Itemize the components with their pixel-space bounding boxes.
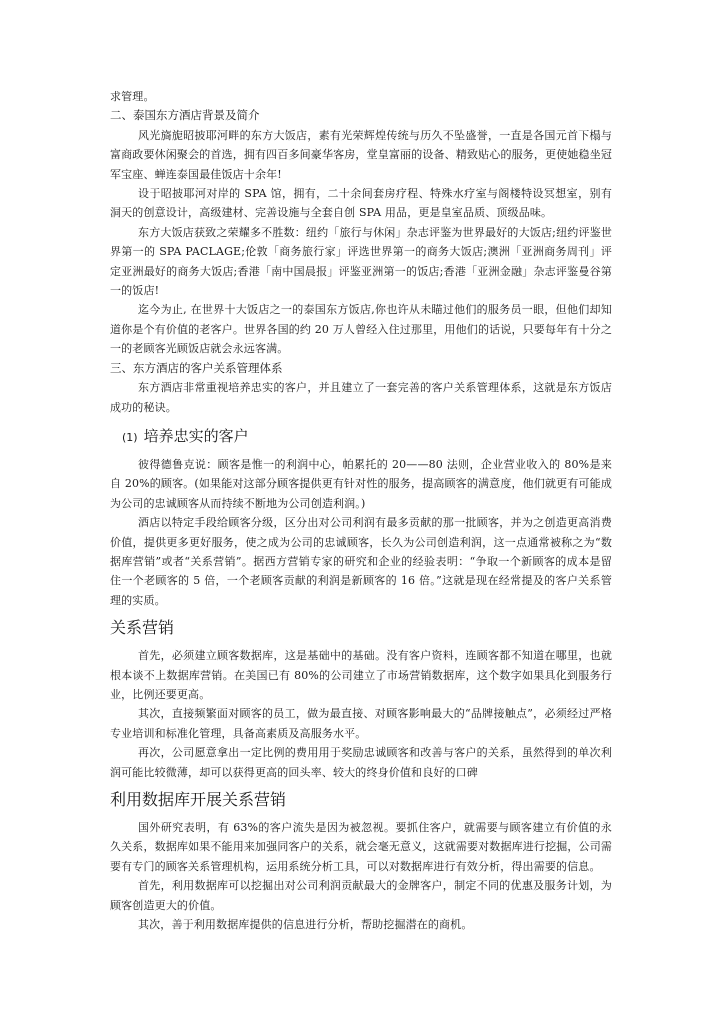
paragraph-second-staff: 其次，直接频繁面对顾客的员工，做为最直接、对顾客影响最大的“品牌接触点”，必须经过严格专业培训和标准化管理，具备高素质及高服务水平。 [110, 707, 612, 740]
section-heading-3: 三、东方酒店的客户关系管理体系 [110, 360, 283, 375]
paragraph-opportunities: 其次，善于利用数据库提供的信息进行分析，帮助挖掘潜在的商机。 [138, 918, 473, 932]
paragraph-gold-customers: 首先，利用数据库可以挖掘出对公司利润贡献最大的金牌客户，制定不同的优惠及服务计划，为顾客创造更大的价值。 [110, 879, 612, 912]
heading-database-relationship-marketing: 利用数据库开展关系营销 [110, 790, 287, 809]
heading-relationship-marketing: 关系营销 [110, 618, 175, 638]
paragraph-spa: 设于昭披耶河对岸的 SPA 馆，拥有，二十余间套房疗程、特殊水疗室与阁楼特设冥想室，别有洞天的创意设计，高级建材、完善设施与全套自创 SPA 用品，更是皇室品质、顶级品味。 [110, 187, 612, 220]
paragraph-first-database: 首先，必须建立顾客数据库，这是基础中的基础。没有客户资料，连顾客都不知道在哪里，也就根本谈不上数据库营销。在美国已有 80%的公司建立了市场营销数据库，这个数字如果具化到服务行业，比例还要更高。 [110, 649, 612, 701]
paragraph-crm-intro: 东方酒店非常重视培养忠实的客户，并且建立了一套完善的客户关系管理体系，这就是东方饭店成功的秘诀。 [110, 381, 612, 414]
subheading-loyal-customers [122, 425, 612, 449]
paragraph-third-rewards: 再次，公司愿意拿出一定比例的费用用于奖励忠诚顾客和改善与客户的关系，虽然得到的单次利润可能比较微薄，却可以获得更高的回头率、较大的终身价值和良好的口碑 [110, 746, 612, 779]
paragraph-awards: 东方大饭店获致之荣耀多不胜数：纽约「旅行与休闲」杂志评鉴为世界最好的大饭店;纽约评鉴世界第一的 SPA PACLAGE;伦敦「商务旅行家」评选世界第一的商务大饭店;澳洲「亚洲商务周刊」评定亚洲最好的商务大饭店;香港「南中国晨报」评鉴亚洲第一的饭店;香港「亚洲金融」杂志评鉴曼谷第一的饭店! [110, 225, 612, 298]
subheading-title: 培养忠实的客户 [143, 426, 249, 445]
paragraph-database-marketing: 酒店以特定手段给顾客分级，区分出对公司利润有最多贡献的那一批顾客，并为之创造更高消费价值，提供更多更好服务，使之成为公司的忠诚顾客，长久为公司创造利润，这一点通常被称之为“数据库营销”或者“关系营销”。据西方营销专家的研究和企业的经验表明：“争取一个新顾客的成本是留住一个老顾客的 5 倍，一个老顾客贡献的利润是新顾客的 16 倍。”这就是现在经常提及的客户关系管理的实质。 [110, 516, 612, 607]
section-heading-2: 二、泰国东方酒店背景及简介 [110, 108, 260, 123]
paragraph-hotel-overview: 风光旖旎昭披耶河畔的东方大饭店，素有光荣辉煌传统与历久不坠盛誉，一直是各国元首下榻与富商政要休闲聚会的首选，拥有四百多间豪华客房，堂皇富丽的设备、精致贴心的服务，更使她稳坐冠军宝座、蝉连泰国最佳饭店十余年! [110, 128, 612, 181]
paragraph-pareto: 彼得德鲁克说：顾客是惟一的利润中心，帕累托的 20——80 法则，企业营业收入的 80%是来自 20%的顾客。(如果能对这部分顾客提供更有针对性的服务，提高顾客的满意度，他们就更有可能成为公司的忠诚顾客从而持续不断地为公司创造利润。) [110, 457, 612, 510]
document-page [110, 87, 612, 934]
paragraph-intro-tail: 求管理。 [110, 90, 155, 103]
subheading-number: (1) [122, 430, 138, 444]
paragraph-loyal-guests: 迄今为止, 在世界十大饭店之一的泰国东方饭店,你也许从未瞄过他们的服务员一眼，但他们却知道你是个有价值的老客户。世界各国的约 20 万人曾经入住过那里，用他们的话说，只要每年有十分之一的老顾客光顾饭店就会永远客满。 [110, 303, 612, 356]
paragraph-research: 国外研究表明，有 63%的客户流失是因为被忽视。要抓住客户，就需要与顾客建立有价值的永久关系，数据库如果不能用来加强同客户的关系，就会毫无意义，这就需要对数据库进行挖掘，公司需要有专门的顾客关系管理机构，运用系统分析工具，可以对数据库进行有效分析，得出需要的信息。 [110, 821, 612, 873]
